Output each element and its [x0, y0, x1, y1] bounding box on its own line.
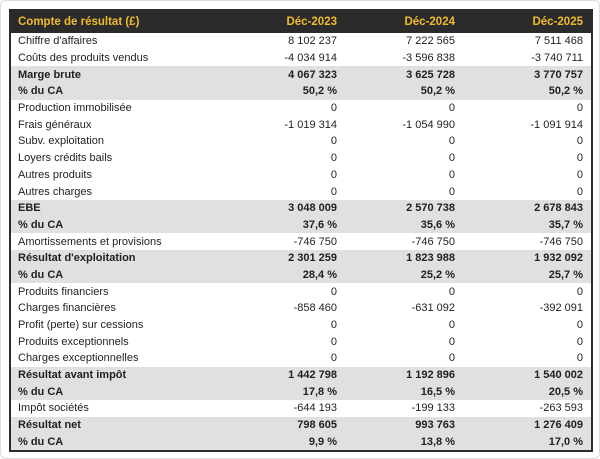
table-row: [11, 100, 591, 117]
row-label-cell: Impôt sociétés: [11, 400, 233, 417]
table-row: [11, 217, 591, 234]
value-cell: -263 593: [463, 400, 591, 417]
value-cell: 25,2 %: [345, 267, 463, 284]
row-label-cell: Autres produits: [11, 167, 233, 184]
table-row: [11, 350, 591, 367]
value-cell: 0: [233, 167, 345, 184]
row-label-cell: % du CA: [11, 83, 233, 100]
table-row: [11, 367, 591, 384]
table-body: [11, 33, 591, 450]
value-cell: 0: [463, 317, 591, 334]
row-label-cell: % du CA: [11, 434, 233, 451]
row-label-cell: Marge brute: [11, 66, 233, 83]
value-cell: 8 102 237: [233, 33, 345, 50]
row-label-cell: % du CA: [11, 217, 233, 234]
value-cell: 1 276 409: [463, 417, 591, 434]
table-row: [11, 183, 591, 200]
table-row: [11, 200, 591, 217]
table-row: [11, 434, 591, 451]
row-label-cell: EBE: [11, 200, 233, 217]
table-row: [11, 66, 591, 83]
row-label-cell: Résultat avant impôt: [11, 367, 233, 384]
value-cell: 25,7 %: [463, 267, 591, 284]
row-label-cell: Autres charges: [11, 183, 233, 200]
table-row: [11, 333, 591, 350]
row-label-cell: % du CA: [11, 383, 233, 400]
value-cell: 1 540 002: [463, 367, 591, 384]
row-label-cell: Charges financières: [11, 300, 233, 317]
table-row: [11, 250, 591, 267]
column-header-dec-2024: Déc-2024: [345, 11, 463, 33]
value-cell: 0: [463, 100, 591, 117]
value-cell: 0: [345, 150, 463, 167]
table-row: [11, 300, 591, 317]
row-label-cell: Chiffre d'affaires: [11, 33, 233, 50]
value-cell: 3 770 757: [463, 66, 591, 83]
value-cell: 0: [463, 350, 591, 367]
value-cell: 2 678 843: [463, 200, 591, 217]
table-row: [11, 83, 591, 100]
value-cell: 1 823 988: [345, 250, 463, 267]
value-cell: 3 625 728: [345, 66, 463, 83]
row-label-cell: Produits financiers: [11, 283, 233, 300]
table-row: [11, 317, 591, 334]
table-row: [11, 116, 591, 133]
value-cell: 0: [463, 283, 591, 300]
value-cell: 0: [345, 133, 463, 150]
value-cell: 0: [345, 333, 463, 350]
value-cell: 0: [345, 167, 463, 184]
value-cell: -3 596 838: [345, 50, 463, 67]
table-row: [11, 383, 591, 400]
value-cell: 0: [233, 133, 345, 150]
value-cell: 2 301 259: [233, 250, 345, 267]
row-label-cell: Produits exceptionnels: [11, 333, 233, 350]
value-cell: 17,8 %: [233, 383, 345, 400]
value-cell: 0: [463, 167, 591, 184]
row-label-cell: Résultat net: [11, 417, 233, 434]
value-cell: 1 442 798: [233, 367, 345, 384]
value-cell: 20,5 %: [463, 383, 591, 400]
value-cell: -3 740 711: [463, 50, 591, 67]
table-row: [11, 417, 591, 434]
value-cell: 7 511 468: [463, 33, 591, 50]
value-cell: 0: [345, 317, 463, 334]
value-cell: 2 570 738: [345, 200, 463, 217]
value-cell: 50,2 %: [233, 83, 345, 100]
value-cell: 0: [463, 150, 591, 167]
value-cell: 0: [233, 183, 345, 200]
value-cell: 16,5 %: [345, 383, 463, 400]
value-cell: -858 460: [233, 300, 345, 317]
table-row: [11, 50, 591, 67]
row-label-cell: % du CA: [11, 267, 233, 284]
value-cell: 0: [345, 283, 463, 300]
row-label-cell: Résultat d'exploitation: [11, 250, 233, 267]
value-cell: 0: [345, 350, 463, 367]
value-cell: 0: [463, 183, 591, 200]
value-cell: 50,2 %: [463, 83, 591, 100]
value-cell: -1 091 914: [463, 116, 591, 133]
value-cell: 37,6 %: [233, 217, 345, 234]
column-header-dec-2025: Déc-2025: [463, 11, 591, 33]
value-cell: -746 750: [345, 233, 463, 250]
value-cell: 0: [463, 133, 591, 150]
value-cell: 0: [463, 333, 591, 350]
table-title: Compte de résultat (£): [11, 11, 233, 33]
value-cell: 13,8 %: [345, 434, 463, 451]
value-cell: 35,6 %: [345, 217, 463, 234]
row-label-cell: Profit (perte) sur cessions: [11, 317, 233, 334]
value-cell: -4 034 914: [233, 50, 345, 67]
value-cell: 50,2 %: [345, 83, 463, 100]
table-row: [11, 400, 591, 417]
table-row: [11, 150, 591, 167]
value-cell: 9,9 %: [233, 434, 345, 451]
value-cell: -1 054 990: [345, 116, 463, 133]
value-cell: -199 133: [345, 400, 463, 417]
value-cell: 1 932 092: [463, 250, 591, 267]
value-cell: 35,7 %: [463, 217, 591, 234]
table-row: [11, 33, 591, 50]
value-cell: 0: [233, 350, 345, 367]
row-label-cell: Production immobilisée: [11, 100, 233, 117]
value-cell: 4 067 323: [233, 66, 345, 83]
value-cell: -1 019 314: [233, 116, 345, 133]
value-cell: 0: [233, 333, 345, 350]
value-cell: 0: [345, 183, 463, 200]
value-cell: 0: [233, 283, 345, 300]
column-header-dec-2023: Déc-2023: [233, 11, 345, 33]
row-label-cell: Frais généraux: [11, 116, 233, 133]
value-cell: 0: [233, 317, 345, 334]
row-label-cell: Charges exceptionnelles: [11, 350, 233, 367]
table-row: [11, 233, 591, 250]
income-statement-table: [11, 11, 591, 450]
income-statement-container: [9, 9, 593, 452]
value-cell: 7 222 565: [345, 33, 463, 50]
value-cell: 17,0 %: [463, 434, 591, 451]
row-label-cell: Subv. exploitation: [11, 133, 233, 150]
table-row: [11, 133, 591, 150]
row-label-cell: Coûts des produits vendus: [11, 50, 233, 67]
value-cell: 0: [233, 100, 345, 117]
value-cell: 993 763: [345, 417, 463, 434]
value-cell: -392 091: [463, 300, 591, 317]
table-row: [11, 167, 591, 184]
value-cell: 3 048 009: [233, 200, 345, 217]
row-label-cell: Loyers crédits bails: [11, 150, 233, 167]
table-row: [11, 283, 591, 300]
value-cell: 0: [345, 100, 463, 117]
table-row: [11, 267, 591, 284]
value-cell: -746 750: [463, 233, 591, 250]
value-cell: -644 193: [233, 400, 345, 417]
value-cell: 28,4 %: [233, 267, 345, 284]
value-cell: -746 750: [233, 233, 345, 250]
value-cell: 0: [233, 150, 345, 167]
row-label-cell: Amortissements et provisions: [11, 233, 233, 250]
table-header-row: [11, 11, 591, 33]
value-cell: -631 092: [345, 300, 463, 317]
value-cell: 798 605: [233, 417, 345, 434]
value-cell: 1 192 896: [345, 367, 463, 384]
